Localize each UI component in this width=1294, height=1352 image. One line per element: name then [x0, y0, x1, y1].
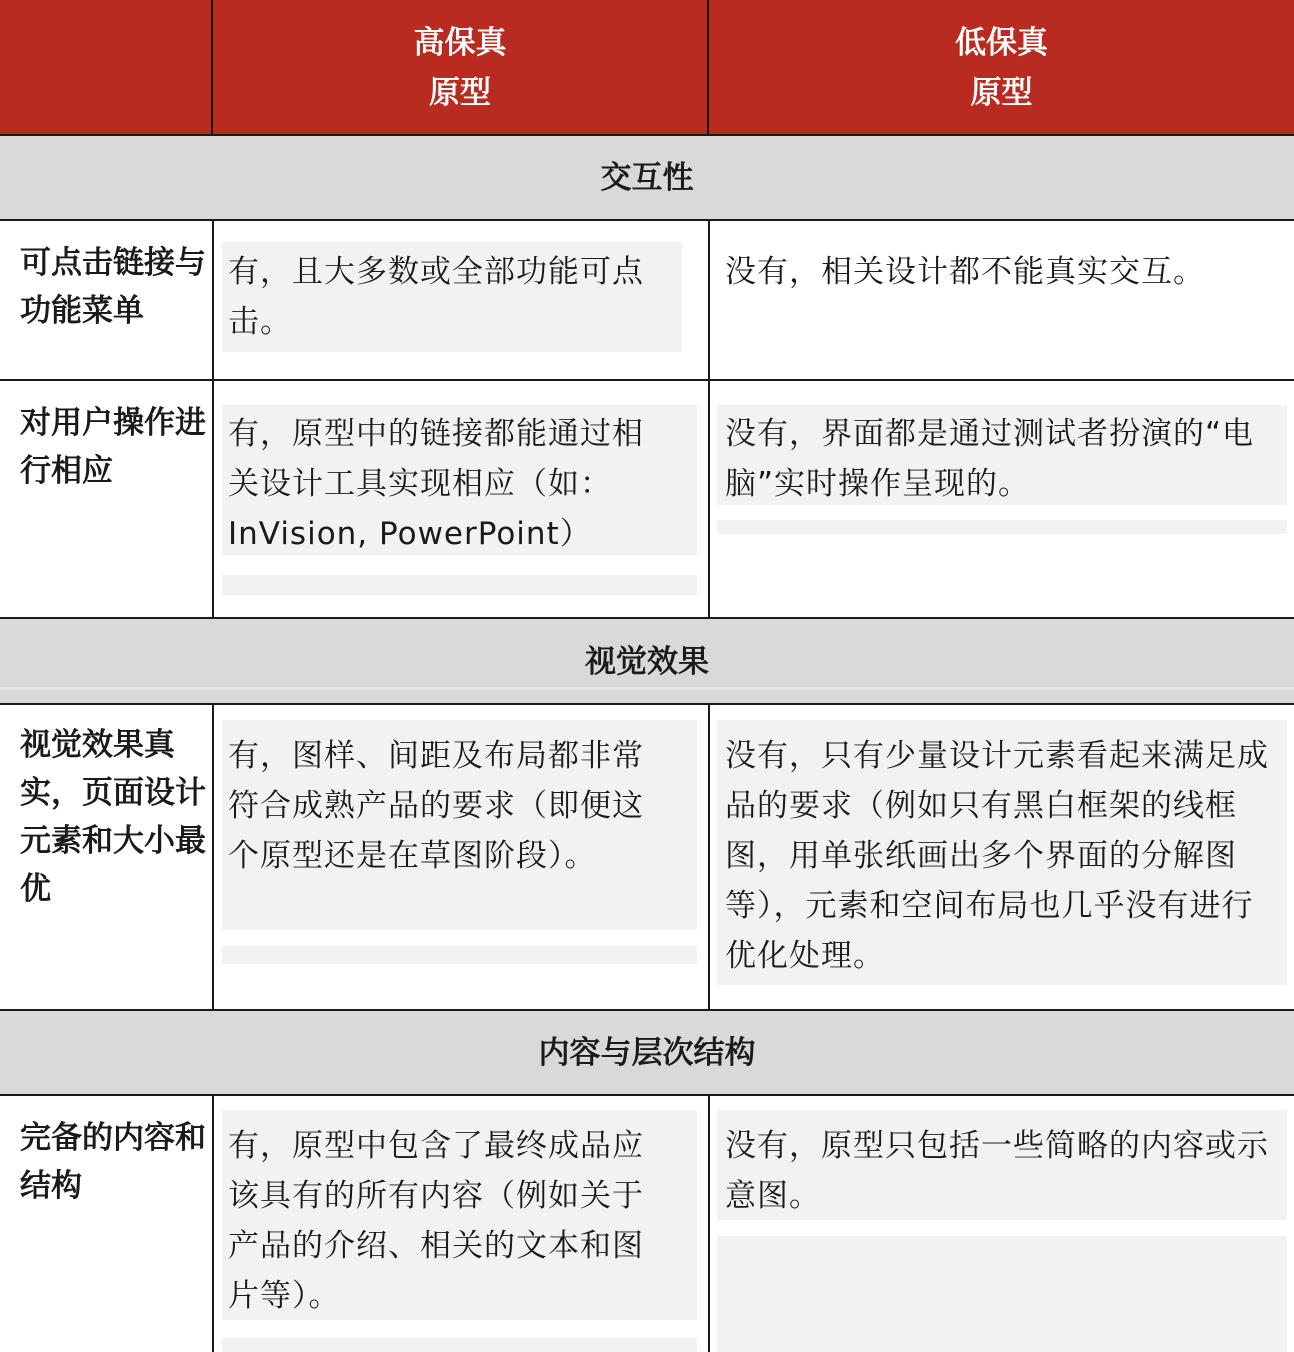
row-label: 视觉效果真实，页面设计元素和大小最优	[20, 727, 206, 907]
section-title-content: 内容与层次结构	[0, 1011, 1294, 1095]
text-band	[222, 1338, 697, 1352]
text-band	[222, 946, 697, 964]
column-divider	[212, 705, 214, 1010]
header-low-fidelity	[709, 0, 1294, 136]
column-divider	[212, 381, 214, 618]
low-fidelity-cell: 没有，只有少量设计元素看起来满足成品的要求（例如只有黑白框架的线框图，用单张纸画出多个界面的分解图等），元素和空间布局也几乎没有进行优化处理。	[725, 738, 1269, 974]
column-divider	[708, 221, 710, 380]
column-divider	[708, 705, 710, 1010]
section-strip	[0, 690, 1294, 704]
row-label: 对用户操作进行相应	[20, 405, 206, 489]
column-divider	[212, 221, 214, 380]
high-fidelity-cell: 有，图样、间距及布局都非常符合成熟产品的要求（即便这个原型还是在草图阶段）。	[228, 738, 644, 874]
low-fidelity-cell: 没有，相关设计都不能真实交互。	[725, 254, 1205, 290]
section-title-visual: 视觉效果	[0, 619, 1294, 687]
low-fidelity-cell: 没有，原型只包括一些简略的内容或示意图。	[725, 1128, 1269, 1214]
row-label: 可点击链接与功能菜单	[20, 245, 206, 329]
column-divider	[708, 381, 710, 618]
header-high-line2: 原型	[429, 75, 491, 111]
section-title-interactivity: 交互性	[0, 136, 1294, 220]
low-fidelity-cell: 没有，界面都是通过测试者扮演的“电脑”实时操作呈现的。	[725, 416, 1255, 502]
column-divider	[212, 1096, 214, 1352]
high-fidelity-cell: 有，原型中包含了最终成品应该具有的所有内容（例如关于产品的介绍、相关的文本和图片等）。	[228, 1128, 644, 1314]
text-band	[717, 1236, 1287, 1352]
text-band	[717, 520, 1287, 534]
header-low-line2: 原型	[970, 75, 1033, 111]
high-fidelity-cell: 有，原型中的链接都能通过相关设计工具实现相应（如：InVision, PowerPoint）	[228, 416, 644, 552]
column-divider	[708, 1096, 710, 1352]
row-label: 完备的内容和结构	[20, 1120, 206, 1204]
header-low-line1: 低保真	[955, 25, 1048, 61]
text-band	[222, 575, 697, 595]
header-high-line1: 高保真	[413, 25, 507, 61]
header-empty-cell	[0, 0, 213, 136]
header-high-fidelity	[213, 0, 709, 136]
high-fidelity-cell: 有，且大多数或全部功能可点击。	[228, 254, 644, 340]
